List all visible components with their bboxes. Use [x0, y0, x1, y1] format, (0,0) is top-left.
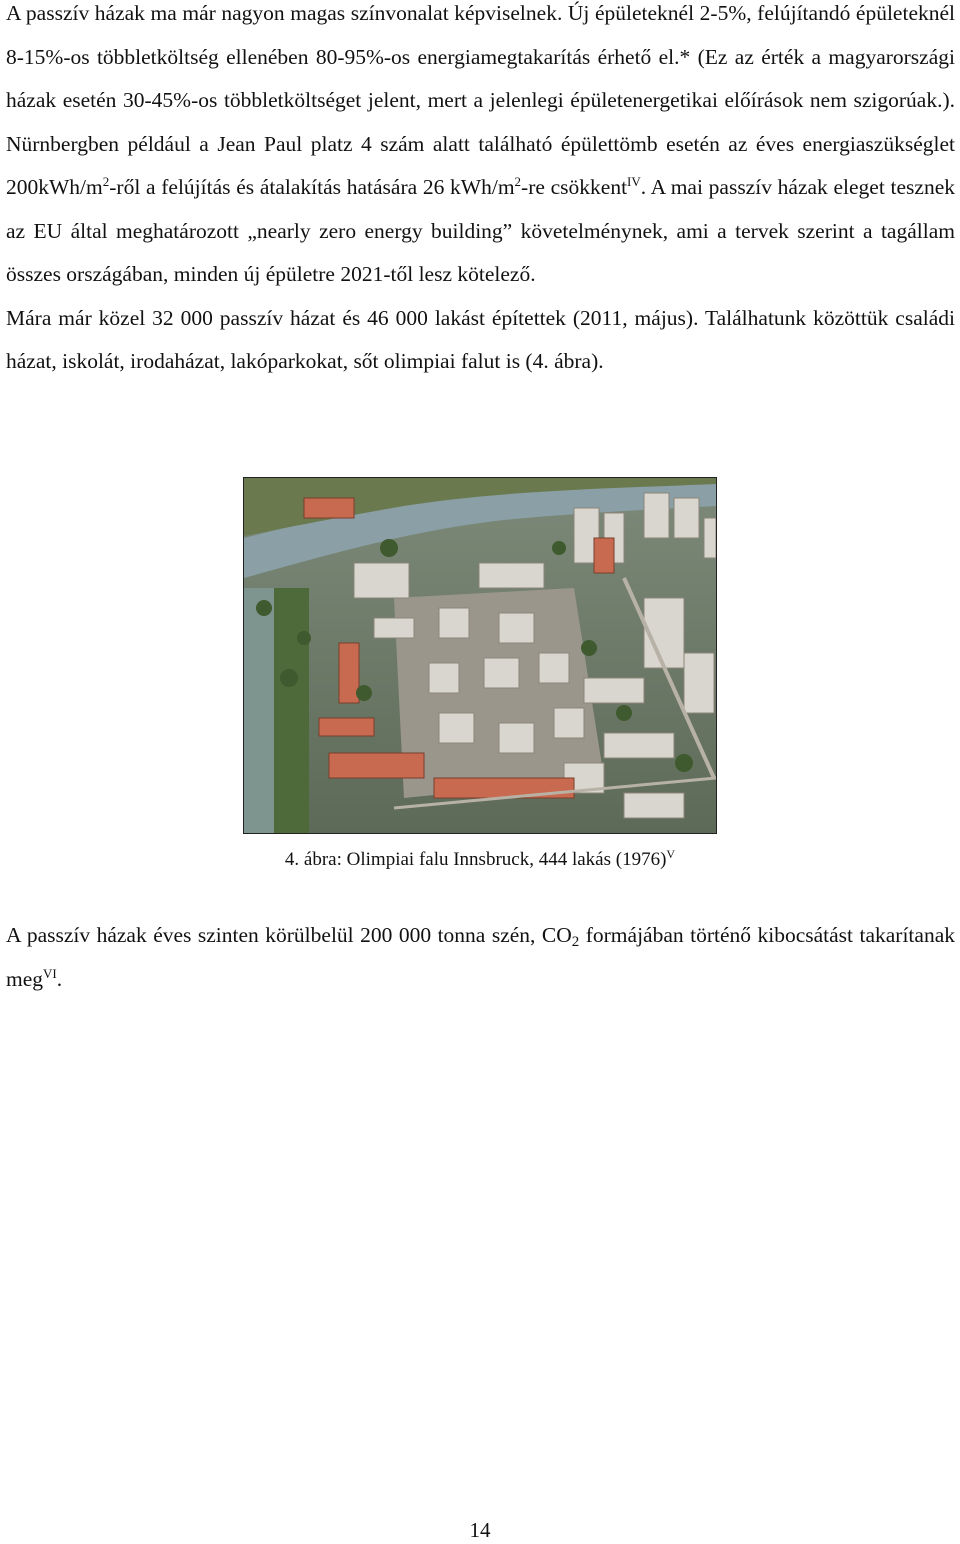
text-segment: .: [56, 966, 63, 991]
text-segment: -re csökkent: [521, 175, 628, 199]
paragraph-co2-savings: [6, 914, 955, 1001]
superscript: 2: [102, 174, 110, 189]
figure-caption: [0, 846, 960, 874]
caption-text: 4. ábra: Olimpiai falu Innsbruck, 444 lakás (1976): [284, 849, 667, 870]
aerial-photo-placeholder: [244, 478, 716, 833]
footnote-ref: VI: [43, 965, 57, 981]
text-block-bottom: [6, 914, 955, 1001]
text-segment: -ről a felújítás és átalakítás hatására 26 kWh/m: [109, 175, 515, 199]
text-segment: A passzív házak éves szinten körülbelül 200 000 tonna szén, CO: [6, 923, 572, 947]
footnote-ref: V: [666, 847, 676, 861]
page-number: 14: [469, 1518, 491, 1542]
figure-olympic-village-photo: [243, 477, 717, 834]
paragraph-built-count: Mára már közel 32 000 passzív házat és 46 000 lakást építettek (2011, május). Találhatunk közöttük családi házat, iskolát, irodaházat, lakóparkokat, sőt olimpiai falut is (4. ábra).: [6, 305, 955, 373]
paragraph-passive-houses-standard: [6, 0, 955, 297]
superscript: 2: [514, 174, 522, 189]
footnote-ref: IV: [627, 174, 641, 189]
text-segment: A passzív házak ma már nagyon magas színvonalat képviselnek. Új épületeknél 2-5%, felújítandó épületeknél 8-15%-os többletköltség ellenében 80-95%-os energiamegtakarítás érhető el.* (Ez az érték a magyarországi házak esetén 30-45%-os többletköltséget jelent, mert a jelenlegi épületenergetikai előírások nem szigorúak.). Nürnbergben például a Jean Paul platz 4 szám alatt található épülettömb esetén az éves energiaszükséglet 200kWh/m: [6, 1, 955, 199]
text-segment: formájában történő kibocsátást takarítanak meg: [6, 923, 955, 991]
text-block-top: [6, 0, 955, 384]
subscript: 2: [571, 934, 580, 950]
text-segment: . A mai passzív házak eleget tesznek az EU által meghatározott „nearly zero energy building” követelménynek, ami a tervek szerint a tagállam összes országában, minden új épületre 2021-től lesz kötelező.: [6, 175, 955, 286]
